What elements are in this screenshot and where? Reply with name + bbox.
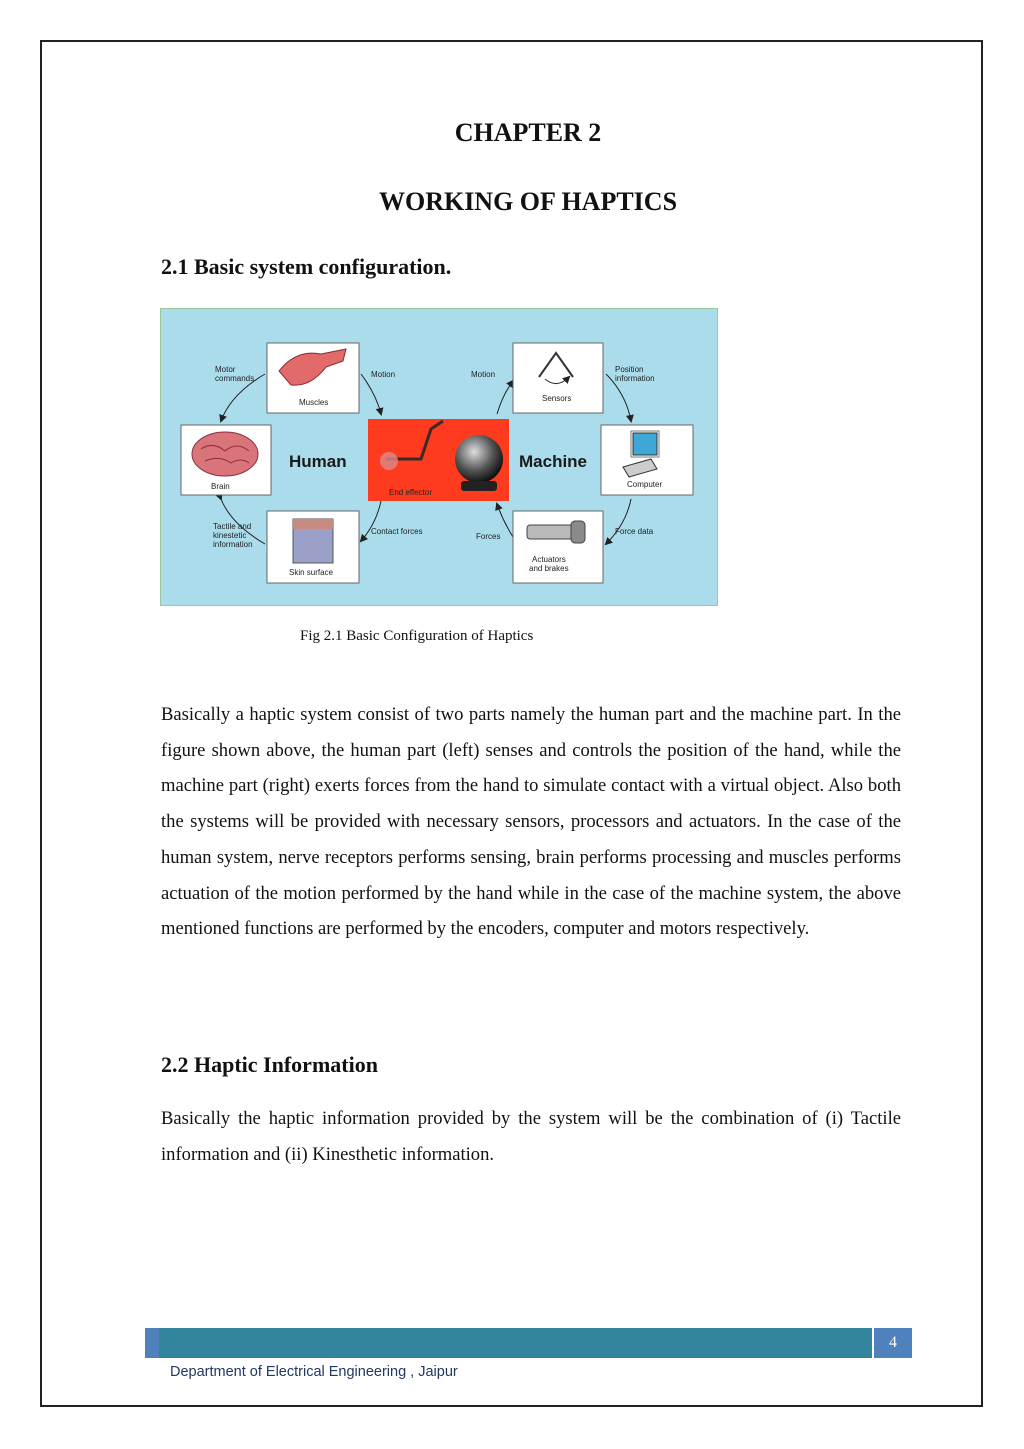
chapter-title: WORKING OF HAPTICS — [378, 187, 678, 216]
motor-commands-label-2: commands — [215, 374, 255, 383]
forces-label: Forces — [476, 532, 501, 541]
motion-right-label: Motion — [471, 370, 496, 379]
section-1-heading: 2.1 Basic system configuration. — [161, 254, 452, 279]
actuator-cylinder-icon — [527, 525, 575, 539]
tactile-label-1: Tactile and — [213, 522, 252, 531]
muscles-caption: Muscles — [299, 398, 329, 407]
sensors-caption: Sensors — [542, 394, 572, 403]
footer-bar-accent — [145, 1328, 159, 1358]
figure-caption: Fig 2.1 Basic Configuration of Haptics — [300, 628, 534, 644]
motion-left-label: Motion — [371, 370, 396, 379]
actuators-box — [513, 511, 603, 583]
computer-monitor-icon — [633, 433, 657, 455]
force-data-label: Force data — [615, 527, 654, 536]
page-number: 4 — [874, 1328, 912, 1358]
arrow-effector-to-sensors — [497, 381, 513, 414]
muscles-box — [267, 343, 359, 413]
sensors-box — [513, 343, 603, 413]
motor-commands-label-1: Motor — [215, 365, 236, 374]
skin-caption: Skin surface — [289, 568, 334, 577]
brain-icon — [192, 432, 258, 476]
position-information-label-1: Position — [615, 365, 644, 374]
machine-label: Machine — [519, 452, 588, 471]
computer-box — [601, 425, 693, 495]
actuators-caption-2: and brakes — [529, 564, 569, 573]
actuators-caption-1: Actuators — [532, 555, 566, 564]
arrow-computer-to-actuators — [606, 499, 631, 544]
footer-department: Department of Electrical Engineering , Jaipur — [170, 1364, 458, 1380]
skin-box — [267, 511, 359, 583]
sphere-base — [461, 481, 497, 491]
end-effector-label: End effector — [389, 488, 432, 497]
contact-forces-label: Contact forces — [371, 527, 423, 536]
section-2-paragraph: Basically the haptic information provided by the system will be the combination of (i) Tactile information and (ii) Kinesthetic information. — [161, 1108, 901, 1165]
figure-diagram — [161, 309, 717, 605]
section-2-heading: 2.2 Haptic Information — [161, 1052, 378, 1077]
virtual-object-sphere — [455, 435, 503, 483]
tactile-label-2: kinestetic — [213, 531, 247, 540]
brain-box — [181, 425, 271, 495]
haptics-configuration-figure — [160, 308, 718, 606]
computer-caption: Computer — [627, 480, 663, 489]
section-1-paragraph: Basically a haptic system consist of two parts namely the human part and the machine part. In the figure shown above, the human part (left) senses and controls the position of the hand, while the machine part (right) exerts forces from the hand to simulate contact with a virtual object. Also both the systems will be provided with necessary sensors, processors and actuators. In the case of the human system, nerve receptors performs sensing, brain performs processing and muscles performs actuation of the motion performed by the hand while in the case of the machine system, the above mentioned functions are performed by the encoders, computer and motors respectively. — [161, 704, 901, 940]
position-information-label-2: information — [615, 374, 655, 383]
tactile-label-3: information — [213, 540, 253, 549]
human-label: Human — [289, 452, 347, 471]
footer-bar — [145, 1328, 872, 1358]
brain-caption: Brain — [211, 482, 230, 491]
arrow-muscles-to-effector — [361, 374, 381, 414]
chapter-label: CHAPTER 2 — [454, 118, 602, 147]
finger-icon — [380, 452, 398, 470]
